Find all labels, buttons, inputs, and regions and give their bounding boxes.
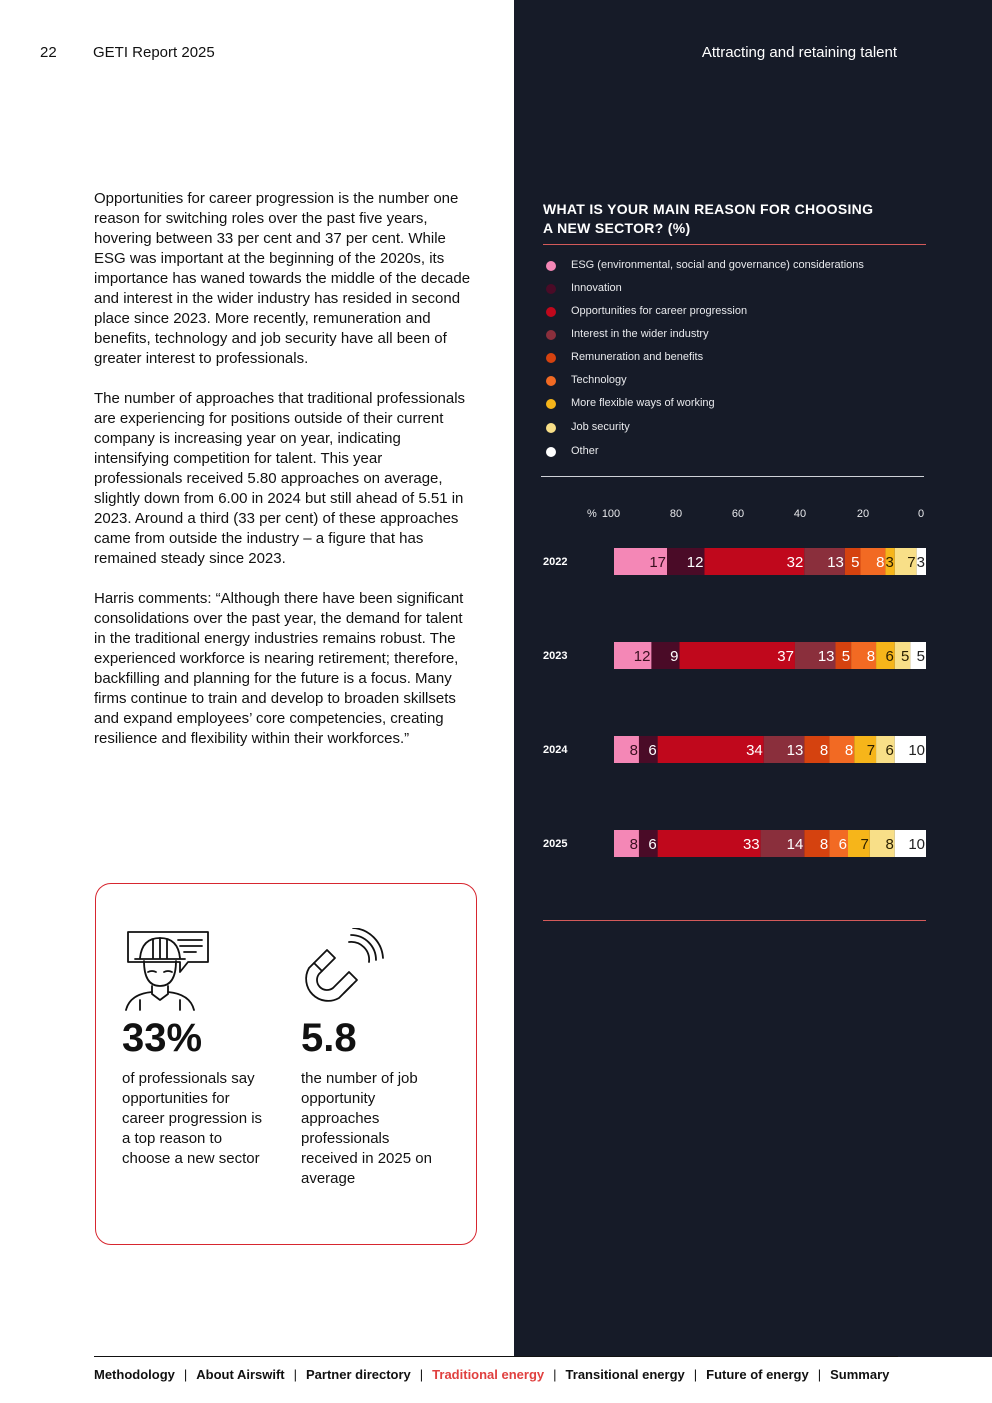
legend-label: Other — [571, 445, 599, 457]
data-label: 6 — [885, 742, 894, 759]
legend-swatch — [546, 447, 556, 457]
legend-label: Innovation — [571, 282, 622, 294]
legend-swatch — [546, 261, 556, 271]
data-label: 5 — [841, 648, 851, 665]
data-label: 9 — [670, 648, 679, 665]
legend-swatch — [546, 353, 556, 363]
stacked-bar-chart — [530, 500, 940, 880]
category-label: 2024 — [543, 744, 568, 756]
data-label: 10 — [908, 742, 925, 759]
chart-bottom-divider — [543, 920, 926, 921]
footer-nav-separator: | — [817, 1367, 822, 1382]
data-label: 12 — [686, 554, 704, 571]
data-label: 8 — [629, 836, 638, 853]
x-tick-label: 40 — [793, 508, 807, 520]
data-label: 34 — [746, 742, 763, 759]
data-label: 5 — [901, 648, 910, 665]
worker-speech-icon — [122, 928, 212, 1012]
paragraph: Opportunities for career progression is the number one reason for switching roles over the past five years, hovering between 33 per cent and 37 per cent. While ESG was important at the beginning of the 2020s, its importance has waned towards the middle of the decade and interest in the wider industry has resided in second place since 2023. More recently, remuneration and benefits, technology and job security have all been of greater interest to professionals. — [94, 190, 471, 367]
footer-nav-link[interactable]: Partner directory — [306, 1367, 411, 1382]
stat-value: 5.8 — [301, 1016, 357, 1060]
footer-nav-link[interactable]: Transitional energy — [565, 1367, 685, 1382]
data-label: 32 — [786, 554, 804, 571]
legend-label: Technology — [571, 374, 627, 386]
legend-swatch — [546, 307, 556, 317]
data-label: 8 — [866, 648, 876, 665]
data-label: 8 — [844, 742, 854, 759]
legend-swatch — [546, 423, 556, 433]
data-label: 8 — [876, 554, 885, 571]
data-label: 7 — [860, 836, 869, 853]
paragraph: Harris comments: “Although there have been significant consolidations over the past year, the demand for talent in the traditional energy industries remains robust. The experienced workforce is nearing retirement; therefore, backfilling and planning for the future is a focus. Many firms continue to train and develop to broaden skillsets and expand employees’ core competencies, creating resilience and flexibility within their workforces.” — [94, 590, 464, 747]
page-number: 22 — [40, 44, 57, 61]
footer-navigation — [94, 1367, 889, 1382]
report-title: GETI Report 2025 — [93, 44, 215, 61]
category-label: 2025 — [543, 838, 568, 850]
legend-label: ESG (environmental, social and governance) considerations — [571, 259, 864, 271]
data-label: 13 — [786, 742, 804, 759]
legend-swatch — [546, 330, 556, 340]
data-label: 7 — [907, 554, 916, 571]
footer-nav-separator: | — [693, 1367, 698, 1382]
stats-callout-box — [95, 883, 477, 1245]
data-label: 13 — [817, 648, 835, 665]
footer-nav-separator: | — [183, 1367, 188, 1382]
data-label: 3 — [916, 554, 925, 571]
data-label: 10 — [908, 836, 925, 853]
x-tick-label: 80 — [669, 508, 683, 520]
data-label: 7 — [866, 742, 876, 759]
data-label: 33 — [742, 836, 760, 853]
footer-divider — [94, 1356, 898, 1357]
data-label: 17 — [649, 554, 667, 571]
data-label: 6 — [838, 836, 847, 853]
stat-description: of professionals say opportunities for career progression is a top reason to choose a new sector — [122, 1070, 263, 1167]
data-label: 6 — [885, 648, 894, 665]
footer-nav-separator: | — [293, 1367, 298, 1382]
legend-label: Remuneration and benefits — [571, 351, 704, 363]
footer-nav-link[interactable]: Traditional energy — [432, 1367, 545, 1382]
footer-nav-link[interactable]: Summary — [830, 1367, 890, 1382]
data-label: 37 — [777, 648, 794, 665]
category-label: 2022 — [543, 556, 568, 568]
chart-title-divider — [543, 244, 926, 245]
data-label: 5 — [916, 648, 925, 665]
data-label: 5 — [851, 554, 860, 571]
section-title: Attracting and retaining talent — [701, 44, 897, 61]
body-text — [94, 189, 474, 769]
legend-divider — [541, 476, 924, 477]
data-label: 3 — [885, 554, 894, 571]
legend-label: Job security — [571, 421, 630, 433]
magnet-icon — [301, 928, 391, 1012]
footer-nav-separator: | — [553, 1367, 557, 1382]
category-label: 2023 — [543, 650, 568, 662]
chart-title: WHAT IS YOUR MAIN REASON FOR CHOOSING A NEW SECTOR? (%) — [543, 201, 874, 236]
data-label: 8 — [819, 836, 829, 853]
data-label: 13 — [827, 554, 844, 571]
legend-swatch — [546, 399, 556, 409]
stat-description: the number of job opportunity approaches professionals received in 2025 on average — [301, 1070, 432, 1187]
data-label: 8 — [629, 742, 638, 759]
paragraph: The number of approaches that traditional professionals are experiencing for positions outside of their current company is increasing year on year, indicating intensifying competition for talent. This year professionals received 5.80 approaches on average, slightly down from 6.00 in 2024 but still ahead of 5.51 in 2023. Around a third (33 per cent) of these approaches came from outside the industry – a figure that has remained steady since 2023. — [94, 390, 466, 567]
legend-label: Interest in the wider industry — [571, 328, 709, 340]
data-label: 6 — [648, 836, 657, 853]
footer-nav-link[interactable]: Future of energy — [706, 1367, 809, 1382]
legend-swatch — [546, 376, 556, 386]
stat-value: 33% — [122, 1016, 203, 1060]
data-label: 6 — [648, 742, 657, 759]
legend-label: Opportunities for career progression — [571, 305, 748, 317]
x-tick-label: 100 — [601, 508, 621, 520]
footer-nav-link[interactable]: Methodology — [94, 1367, 175, 1382]
data-label: 8 — [819, 742, 829, 759]
x-tick-label: 0 — [917, 508, 925, 520]
x-tick-label: 60 — [731, 508, 745, 520]
footer-nav-separator: | — [419, 1367, 424, 1382]
footer-nav-link[interactable]: About Airswift — [196, 1367, 285, 1382]
x-axis-unit-label: % — [587, 508, 597, 520]
legend-swatch — [546, 284, 556, 294]
x-tick-label: 20 — [856, 508, 870, 520]
legend-label: More flexible ways of working — [571, 397, 715, 409]
data-label: 14 — [786, 836, 804, 853]
data-label: 12 — [633, 648, 651, 665]
data-label: 8 — [885, 836, 894, 853]
